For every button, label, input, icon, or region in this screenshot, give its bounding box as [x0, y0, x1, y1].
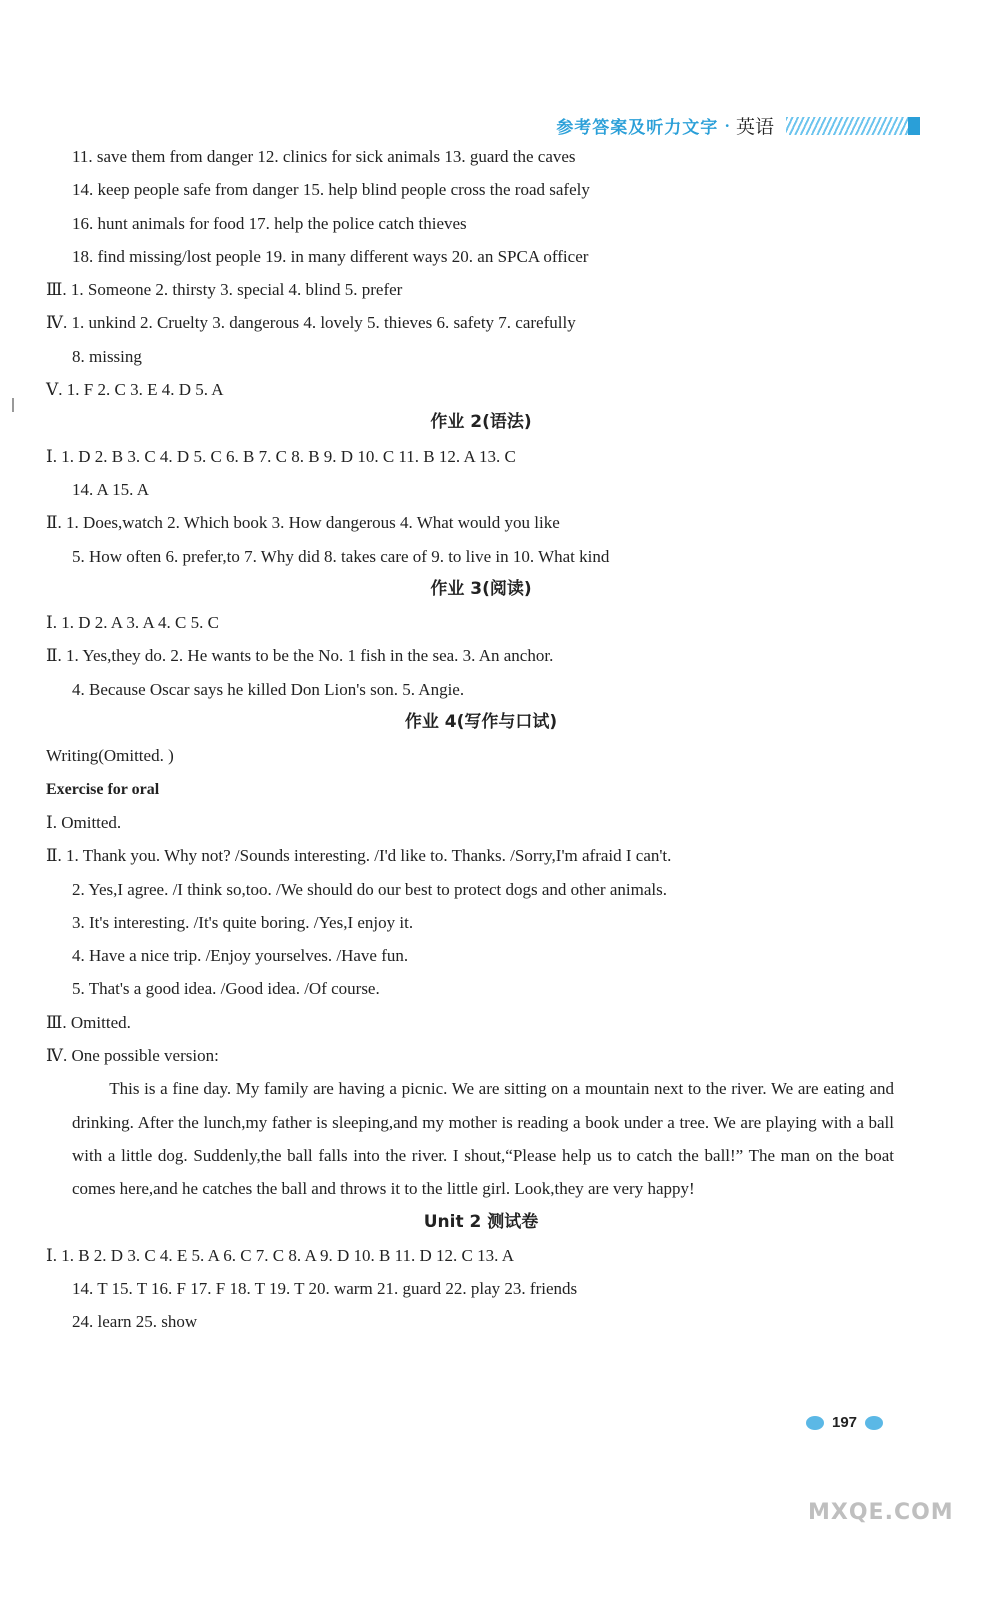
answer-line: 4. Because Oscar says he killed Don Lion's son. 5. Angie. [72, 679, 465, 699]
section-label: Exercise for oral [46, 780, 160, 798]
answer-line: 24. learn 25. show [72, 1312, 198, 1332]
answer-line: Ⅲ. 1. Someone 2. thirsty 3. special 4. blind 5. prefer [46, 280, 403, 300]
header-title: 参考答案及听力文字 [556, 118, 719, 138]
section-heading: 作业 3(阅读) [430, 578, 532, 599]
answer-line: 11. save them from danger 12. clinics for sick animals 13. guard the caves [72, 147, 576, 166]
answer-line: 3. It's interesting. /It's quite boring. /Yes,I enjoy it. [72, 912, 414, 932]
answer-line: Ⅰ. 1. D 2. A 3. A 4. C 5. C [46, 613, 219, 633]
answer-line: Ⅲ. Omitted. [46, 1012, 131, 1032]
watermark: MXQE.COM [808, 1500, 954, 1525]
sample-paragraph: This is a fine day. My family are having a picnic. We are sitting on a mountain next to the river. We are eating and drinking. After the lunch,my father is sleeping,and my mother is reading a book under a tree. We are playing with a ball with a little dog. Suddenly,the ball falls into the river. I shout,“Please help us to catch the ball!” The man on the boat comes here,and he catches the ball and throws it to the little girl. Look,they are very happy! [72, 1079, 894, 1199]
answer-line: Ⅱ. 1. Yes,they do. 2. He wants to be the No. 1 fish in the sea. 3. An anchor. [46, 646, 554, 666]
scan-mark [12, 398, 14, 412]
header-separator: · [724, 115, 730, 135]
answer-line: Ⅰ. 1. B 2. D 3. C 4. E 5. A 6. C 7. C 8. A 9. D 10. B 11. D 12. C 13. A [46, 1245, 514, 1265]
answer-line: 4. Have a nice trip. /Enjoy yourselves. /Have fun. [72, 946, 409, 966]
page-number-text: 197 [832, 1414, 858, 1431]
answer-line: 14. A 15. A [72, 479, 149, 499]
section-heading: 作业 2(语法) [430, 412, 532, 433]
answer-line: 14. T 15. T 16. F 17. F 18. T 19. T 20. warm 21. guard 22. play 23. friends [72, 1279, 578, 1299]
header-decoration [786, 117, 920, 135]
answer-line: Writing(Omitted. ) [46, 746, 174, 766]
page-number [806, 1414, 883, 1431]
answer-line: 8. missing [72, 346, 142, 366]
page-number-dot-right [865, 1416, 883, 1430]
running-header [556, 112, 920, 139]
answer-line: Ⅱ. 1. Does,watch 2. Which book 3. How dangerous 4. What would you like [46, 513, 560, 533]
answer-line: 14. keep people safe from danger 15. help blind people cross the road safely [72, 180, 590, 200]
answer-line: 2. Yes,I agree. /I think so,too. /We should do our best to protect dogs and other animals. [72, 879, 667, 899]
section-heading: Unit 2 测试卷 [423, 1211, 539, 1232]
section-heading: 作业 4(写作与口试) [404, 712, 558, 733]
answer-line: 16. hunt animals for food 17. help the police catch thieves [72, 213, 467, 233]
answer-line: 5. How often 6. prefer,to 7. Why did 8. takes care of 9. to live in 10. What kind [72, 546, 610, 566]
header-subject: 英语 [735, 116, 774, 138]
answer-line: Ⅱ. 1. Thank you. Why not? /Sounds interesting. /I'd like to. Thanks. /Sorry,I'm afraid I can't. [46, 846, 672, 866]
answer-line: 18. find missing/lost people 19. in many different ways 20. an SPCA officer [72, 246, 589, 266]
answer-line: 5. That's a good idea. /Good idea. /Of course. [72, 979, 380, 999]
answer-line: Ⅰ. Omitted. [46, 812, 122, 832]
answer-line: Ⅴ. 1. F 2. C 3. E 4. D 5. A [46, 380, 224, 400]
answer-line: Ⅳ. 1. unkind 2. Cruelty 3. dangerous 4. lovely 5. thieves 6. safety 7. carefully [46, 313, 576, 333]
page-number-dot-left [806, 1416, 824, 1430]
answer-content [46, 140, 916, 1339]
answer-line: Ⅰ. 1. D 2. B 3. C 4. D 5. C 6. B 7. C 8. B 9. D 10. C 11. B 12. A 13. C [46, 446, 516, 466]
answer-line: Ⅳ. One possible version: [46, 1046, 219, 1066]
